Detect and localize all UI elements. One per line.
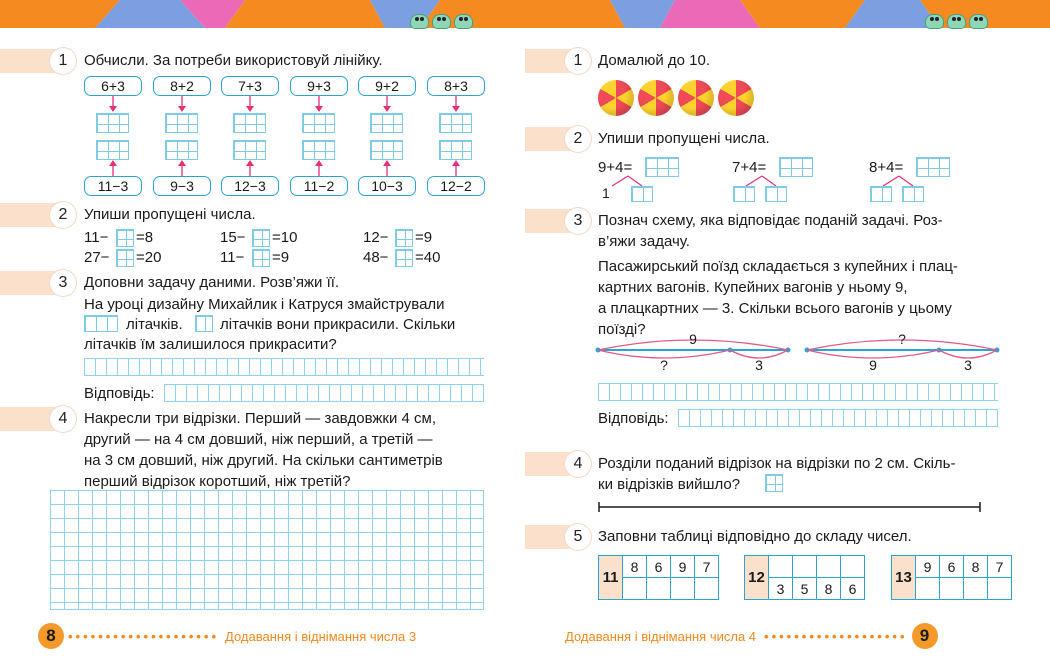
blank-box[interactable] [631,186,653,202]
page-number: 9 [912,623,938,649]
answer-cells[interactable] [233,140,266,160]
answer-cells[interactable] [233,113,266,133]
scheme-option-2[interactable] [805,332,1000,373]
frog-icon [410,14,429,29]
page-footer [565,624,938,648]
table-cell[interactable] [695,578,719,600]
footer-title: Додавання і віднімання числа 3 [225,628,417,644]
problem-line: а плацкартних — 3. Скільки всього вагонів у цьому [598,300,952,317]
blank-box[interactable] [252,249,270,267]
table-cell[interactable] [964,578,988,600]
table-cell[interactable] [623,578,647,600]
arrow-up-icon [452,160,460,176]
table-cell[interactable]: 7 [988,556,1012,578]
problem-line: Пасажирський поїзд складається з купейних і плац- [598,258,958,275]
task-number: 5 [565,524,591,550]
expression: 9+4= [598,159,633,176]
task-number: 1 [50,48,76,74]
ball-icon [638,80,674,116]
composition-table [891,555,1012,600]
frog-icon [947,14,966,29]
bottom-expression: 9−3 [153,176,211,196]
footer-title: Додавання і віднімання числа 4 [565,628,757,644]
arrow-up-icon [178,160,186,176]
table-head-number: 13 [892,556,916,600]
problem-line: Розділи поданий відрізок на відрізки по 2 см. Скіль- [598,455,956,472]
task-number: 2 [565,126,591,152]
task-number: 4 [565,451,591,477]
answer-line[interactable] [164,384,484,402]
solution-line[interactable] [84,358,484,376]
table-cell[interactable]: 3 [769,578,793,600]
equation-part: =9 [415,229,433,246]
bottom-expression: 12−3 [221,176,279,196]
arrow-down-icon [383,96,391,112]
answer-cells[interactable] [370,140,403,160]
arrow-down-icon [452,96,460,112]
table-cell[interactable]: 6 [647,556,671,578]
answer-label: Відповідь: [598,410,669,427]
task-instruction: Заповни таблиці відповідно до складу чисел. [598,528,912,545]
answer-box[interactable] [765,474,783,492]
table-cell[interactable] [793,556,817,578]
answer-cells[interactable] [302,113,335,133]
ball-icon [678,80,714,116]
arrow-down-icon [246,96,254,112]
table-cell[interactable]: 8 [964,556,988,578]
answer-cells[interactable] [439,113,472,133]
table-cell[interactable]: 8 [817,578,841,600]
problem-line: поїзді? [598,321,646,338]
problem-line: картних вагонів. Купейних вагонів у ньому 9, [598,279,908,296]
answer-cells[interactable] [302,140,335,160]
task3-schemes[interactable] [595,332,1015,376]
page-number: 8 [38,623,64,649]
scheme-label: ? [898,332,906,347]
task-number: 2 [50,202,76,228]
segment-to-divide[interactable] [598,500,983,514]
top-expression: 9+3 [290,76,348,96]
table-cell[interactable] [841,556,865,578]
frog-icons [925,14,988,29]
answer-label: Відповідь: [84,385,155,402]
table-cell[interactable]: 6 [940,556,964,578]
frog-icon [454,14,473,29]
equation-part: =20 [136,249,162,266]
problem-line: Накресли три відрізки. Перший — завдовжки 4 см, [84,410,437,427]
equation-part: =9 [272,249,290,266]
blank-box[interactable] [84,315,118,332]
task-number: 3 [565,208,591,234]
table-cell[interactable] [988,578,1012,600]
blank-box[interactable] [116,249,134,267]
frog-icon [969,14,988,29]
equation-part: =8 [136,229,154,246]
blank-box[interactable] [733,186,755,202]
top-expression: 6+3 [84,76,142,96]
answer-cells[interactable] [439,140,472,160]
problem-line: на 3 см довший, ніж другий. На скільки сантиметрів [84,452,443,469]
equation-part: 27− [84,249,110,266]
problem-line: літачків вони прикрасили. Скільки [220,316,456,333]
equation-part: 12− [363,229,389,246]
arrow-up-icon [383,160,391,176]
table-cell[interactable]: 6 [841,578,865,600]
arrow-up-icon [109,160,117,176]
expression: 7+4= [732,159,767,176]
problem-line: другий — на 4 см довший, ніж перший, а третій — [84,431,433,448]
top-expression: 9+2 [358,76,416,96]
task-instruction: Упиши пропущені числа. [84,206,256,223]
problem-line: ки відрізків вийшло? [598,476,741,493]
arrow-up-icon [246,160,254,176]
table-cell[interactable] [671,578,695,600]
problem-line: літачків. [126,316,183,333]
bottom-expression: 12−2 [427,176,485,196]
answer-cells[interactable] [645,157,679,177]
top-expression: 8+2 [153,76,211,96]
blank-box[interactable] [395,229,413,247]
answer-cells[interactable] [779,157,813,177]
blank-box[interactable] [765,186,787,202]
footer-dots: •••••••••••••••••••• [68,628,220,644]
composition-table [744,555,865,600]
scheme-label: ? [660,357,668,373]
composition-table [598,555,719,600]
blank-box[interactable] [870,186,892,202]
equation-part: 15− [220,229,246,246]
hint-number: 1 [602,185,610,201]
table-head-number: 12 [745,556,769,600]
equation-part: 48− [363,249,389,266]
task-instruction: Упиши пропущені числа. [598,130,770,147]
expression: 8+4= [869,159,904,176]
task-instruction: Познач схему, яка відповідає поданій задачі. Роз- [598,212,943,229]
scheme-label: 9 [869,357,877,373]
scheme-label: 3 [755,357,763,373]
task-number: 4 [50,406,76,432]
equation-part: 11− [84,229,109,246]
answer-line[interactable] [678,409,998,427]
answer-cells[interactable] [916,157,950,177]
problem-line: На уроці дизайну Михайлик і Катруся змайстрували [84,296,445,313]
scheme-label: 3 [964,357,972,373]
ball-icon [718,80,754,116]
task-number: 3 [50,270,76,296]
table-cell[interactable]: 5 [793,578,817,600]
blank-box[interactable] [195,315,213,332]
answer-cells[interactable] [96,140,129,160]
task-instruction: в’яжи задачу. [598,233,690,250]
blank-box[interactable] [902,186,924,202]
top-expression: 8+3 [427,76,485,96]
answer-cells[interactable] [96,113,129,133]
task-number: 1 [565,48,591,74]
arrow-down-icon [178,96,186,112]
solution-line[interactable] [598,383,998,401]
table-cell[interactable]: 8 [623,556,647,578]
table-cell[interactable] [769,556,793,578]
table-cell[interactable] [940,578,964,600]
blank-box[interactable] [116,229,134,247]
equation-part: 11− [220,249,245,266]
bottom-expression: 11−2 [290,176,348,196]
blank-box[interactable] [252,229,270,247]
problem-line: перший відрізок коротший, ніж третій? [84,473,351,490]
table-cell[interactable]: 7 [695,556,719,578]
page-footer [38,624,416,648]
scheme-label: 9 [689,332,697,347]
arrow-down-icon [109,96,117,112]
task-instruction: Доповни задачу даними. Розв’яжи її. [84,274,340,291]
answer-cells[interactable] [165,140,198,160]
frog-icon [432,14,451,29]
task-instruction: Обчисли. За потреби використовуй лінійку. [84,52,383,69]
scheme-option-1[interactable] [596,332,791,373]
page-right [525,0,1050,668]
table-cell[interactable]: 9 [916,556,940,578]
table-cell[interactable]: 9 [671,556,695,578]
top-expression: 7+3 [221,76,279,96]
equation-part: =40 [415,249,441,266]
equation-part: =10 [272,229,298,246]
ball-icon [598,80,634,116]
answer-cells[interactable] [370,113,403,133]
bottom-expression: 10−3 [358,176,416,196]
frog-icon [925,14,944,29]
table-cell[interactable] [817,556,841,578]
drawing-grid[interactable] [50,490,484,610]
bottom-expression: 11−3 [84,176,142,196]
answer-cells[interactable] [165,113,198,133]
task-instruction: Домалюй до 10. [598,52,710,69]
arrow-up-icon [315,160,323,176]
blank-box[interactable] [395,249,413,267]
frog-icons [410,14,473,29]
table-head-number: 11 [599,556,623,600]
footer-dots: ••••••••••••••••••• [764,628,908,644]
arrow-down-icon [315,96,323,112]
table-cell[interactable] [916,578,940,600]
problem-line: літачків їм залишилося прикрасити? [84,336,337,353]
table-cell[interactable] [647,578,671,600]
